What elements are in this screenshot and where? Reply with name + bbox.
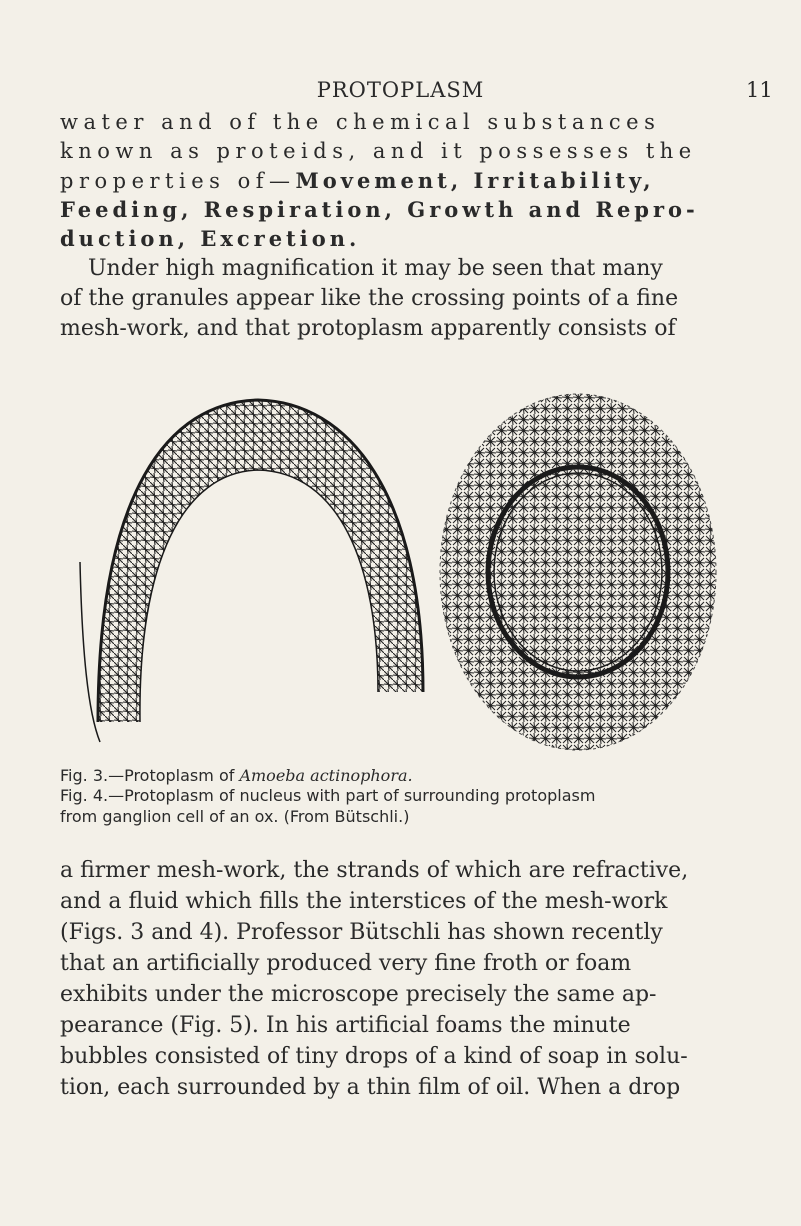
text-line: and a fluid which fills the interstices of the mesh-work xyxy=(60,889,668,914)
text-line: exhibits under the microscope precisely the same ap- xyxy=(60,982,657,1007)
caption-text: Fig. 3.—Protoplasm of xyxy=(60,766,240,785)
text-line: tion, each surrounded by a thin film of oil. When a drop xyxy=(60,1075,681,1100)
figure-4-drawing xyxy=(438,392,738,762)
text-line: (Figs. 3 and 4). Professor Bütschli has shown recently xyxy=(60,920,663,945)
emphasis-span: Feeding, Respiration, Growth and Repro- xyxy=(60,197,699,222)
figures-svg xyxy=(78,392,738,762)
page-number: 11 xyxy=(746,78,773,102)
text-line: water and of the chemical substances xyxy=(60,110,661,134)
text-line: pearance (Fig. 5). In his artificial foams the minute xyxy=(60,1013,631,1038)
text-line: that an artificially produced very fine froth or foam xyxy=(60,951,632,976)
running-head: PROTOPLASM xyxy=(316,78,485,102)
text-line xyxy=(60,170,710,192)
emphasis-span: duction, Excretion. xyxy=(60,226,361,251)
text-line xyxy=(60,199,710,221)
figure-area xyxy=(78,392,738,762)
figure-3-drawing xyxy=(78,392,438,742)
text-line xyxy=(60,228,710,250)
emphasis-span: Movement, Irritability, xyxy=(295,168,655,193)
text-line: Under high magnification it may be seen that many xyxy=(88,256,663,281)
text-line: known as proteids, and it possesses the xyxy=(60,139,697,163)
figure-4-caption: Fig. 4.—Protoplasm of nucleus with part of surrounding protoplasm xyxy=(60,786,596,805)
text-line: bubbles consisted of tiny drops of a kind of soap in solu- xyxy=(60,1044,688,1069)
text-line: of the granules appear like the crossing points of a fine xyxy=(60,286,679,311)
figure-3-caption xyxy=(60,768,720,784)
figure-4-caption-cont: from ganglion cell of an ox. (From Bütschli.) xyxy=(60,807,410,826)
text-span: properties of— xyxy=(60,169,296,193)
text-line: mesh-work, and that protoplasm apparently consists of xyxy=(60,316,676,341)
caption-species: Amoeba actinophora. xyxy=(239,766,413,785)
text-line: a firmer mesh-work, the strands of which are refractive, xyxy=(60,858,689,883)
